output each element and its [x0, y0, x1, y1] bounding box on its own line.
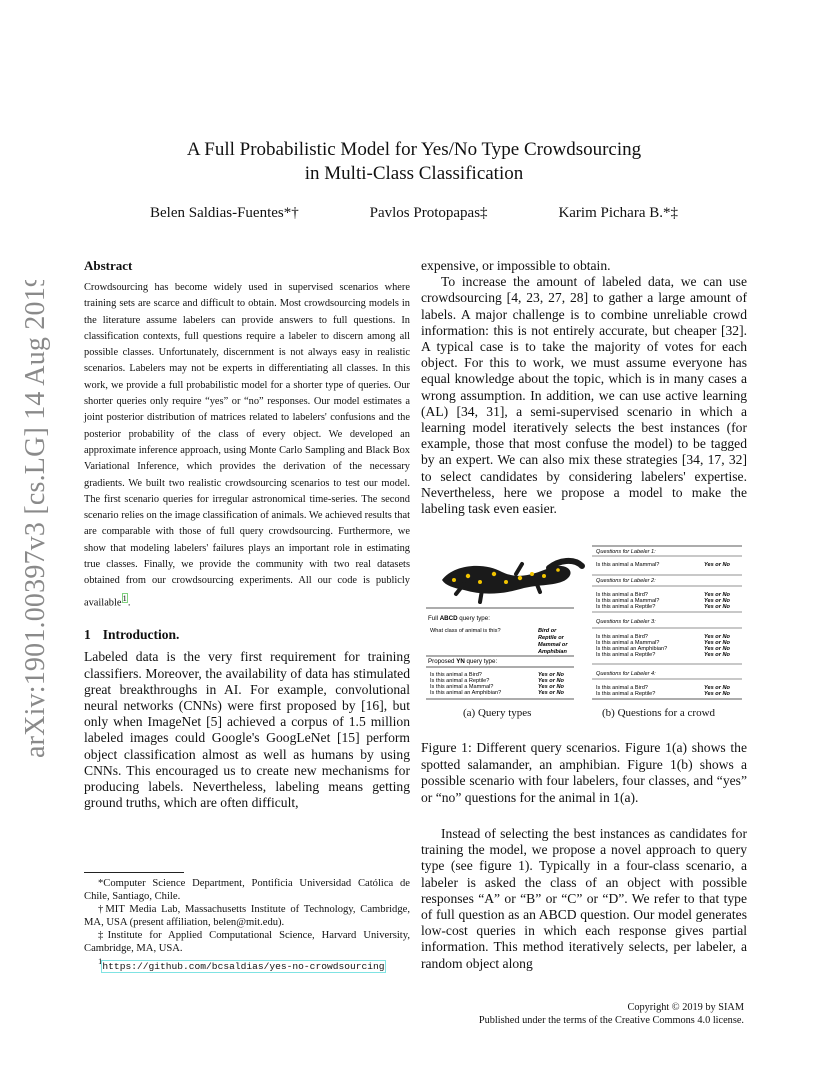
footnotes — [84, 872, 410, 973]
intro-paragraph-1-cont: expensive, or impossible to obtain. — [421, 258, 611, 273]
full-query-question: What class of animal is this? — [430, 628, 501, 634]
intro-paragraph-2: To increase the amount of labeled data, we can use crowdsourcing [4, 23, 27, 28] to gather a large amount of labels. A major challenge is to combine unreliable crowd information: this is not entirely accurate, but cheaper [32]. A typical case is to take the majority of votes for each object. For this to work, we must assume everyone has equal knowledge about the topic, which is in many cases a wrong assumption. In addition, we can use active learning (AL) [34, 31], a semi-supervised scenario in which a learning model iteratively selects the best instances (for example, those that most confuse the model) to be tagged by an expert. We can also mix these strategies [34, 17, 32] to select candidates by considering labelers' expertise. Nevertheless, here we propose a model to make the labeling task even easier. — [421, 274, 747, 517]
footnote-affil-1: *Computer Science Department, Pontificia Universidad Católica de Chile, Santiago, Chile. — [84, 878, 410, 902]
author-1: Belen Saldias-Fuentes*† — [150, 205, 299, 221]
intro-paragraph-1: Labeled data is the very first requirement for training classifiers. Moreover, the availability of data has stimulated great breakthroughs in AI. For example, convolutional neural networks (CNNs) were first proposed by [16], but only when ImageNet [5] achieved a corpus of 1.5 million labeled images could Google's GoogLeNet [15] perform object classification almost as well as humans by using CNNs. This encouraged us to create new mechanisms for producing labels. Nevertheless, labeling means getting ground truths, which are often difficult, — [84, 649, 410, 811]
yn-a-3: Yes or No — [538, 684, 564, 690]
l2-a2: Yes or No — [704, 598, 730, 604]
yn-query-label: Proposed YN query type: — [428, 658, 498, 665]
option-reptile: Reptile or — [538, 635, 564, 641]
l2-q3: Is this animal a Reptile? — [596, 604, 656, 610]
labeler-1-title: Questions for Labeler 1: — [596, 549, 656, 555]
section-number: 1 — [84, 627, 91, 643]
labeler-panels — [592, 546, 742, 699]
footnote-ref-1[interactable]: 1 — [122, 592, 127, 603]
l4-a2: Yes or No — [704, 691, 730, 697]
l3-q2: Is this animal a Mammal? — [596, 640, 660, 646]
code-link[interactable]: https://github.com/bcsaldias/yes-no-crowdsourcing — [102, 960, 385, 972]
yn-a-2: Yes or No — [538, 678, 564, 684]
yn-q-mammal: Is this animal a Mammal? — [430, 684, 494, 690]
option-bird: Bird or — [538, 628, 557, 634]
full-query-options — [537, 628, 568, 655]
abstract-text: Crowdsourcing has become widely used in supervised scenarios where training sets are scarce and difficult to obtain. Most crowdsourcing models in the literature assume labelers can provide answers to full questions. In classification contexts, full questions require a labeler to discern among all possible classes. Unfortunately, discernment is not always easy in realistic scenarios. Labelers may not be experts in differentiating all classes. In this work, we provide a full probabilistic model for a shorter type of queries. Our shorter queries only require “yes” or “no” responses. Our model estimates a joint posterior distribution of matrices related to labelers' confusions and the posterior probability of the class of every object. We developed an approximate inference approach, using Monte Carlo Sampling and Black Box Variational Inference, which provides the derivation of the necessary gradients. We built two realistic crowdsourcing scenarios to test our model. The first scenario queries for irregular astronomical time-series. The second scenario relies on the image classification of animals. We achieved results that are comparable with those of full query crowdsourcing. Furthermore, we show that modeling labelers' failures plays an important role in estimating true classes. Finally, we provide the community with two real datasets obtained from our crowdsourcing experiments. All our code is publicly available$^1$. — [84, 282, 410, 609]
copyright-notice — [479, 1002, 744, 1027]
figure-1 — [424, 544, 746, 709]
labeler-4-title: Questions for Labeler 4: — [596, 671, 656, 677]
l2-a1: Yes or No — [704, 592, 730, 598]
l3-a2: Yes or No — [704, 640, 730, 646]
yn-q-amphibian: Is this animal an Amphibian? — [430, 690, 502, 696]
abstract-body: Crowdsourcing has become widely used in supervised scenarios where training sets are scarce and difficult to obtain. Most crowdsourcing models in the literature assume labelers can provide answers to full questions. In classification contexts, full questions require a labeler to discern among all possible classes. Unfortunately, discernment is not always easy in realistic scenarios. Labelers may not be experts in differentiating all classes. In this work, we provide a full probabilistic model for a shorter type of queries. Our shorter queries only require “yes” or “no” responses. Our model estimates a joint posterior distribution of matrices related to labelers' confusions and the posterior probability of the class of every object. We developed an approximate inference approach, using Monte Carlo Sampling and Black Box Variational Inference, which provides the derivation of the necessary gradients. We built two realistic crowdsourcing scenarios to test our model. The first scenario queries for irregular astronomical time-series. The second scenario relies on the image classification of animals. We achieved results that are comparable with those of full query crowdsourcing. Furthermore, we show that modeling labelers' failures plays an important role in estimating true classes. Finally, we provide the community with two real datasets obtained from our crowdsourcing experiments. All our code is publicly available — [84, 282, 410, 609]
l2-q2: Is this animal a Mammal? — [596, 598, 660, 604]
intro-paragraph-3: Instead of selecting the best instances as candidates for training the model, we propose a novel approach to query type (see figure 1). Typically in a four-class scenario, a labeler is asked the class of an object with possible responses “A” or “B” or “C” or “D”. We refer to that type of full question as an ABCD question. Our model generates low-cost queries in which each response gives partial information. This method iteratively selects, per labeler, a random object along — [421, 826, 747, 971]
subcaption-a: (a) Query types — [463, 707, 532, 719]
l3-q3: Is this animal an Amphibian? — [596, 646, 668, 652]
salamander-image — [442, 561, 582, 602]
subcaption-b: (b) Questions for a crowd — [602, 707, 716, 719]
footnote-affil-2: †MIT Media Lab, Massachusetts Institute of Technology, Cambridge, MA, USA (present affiliation, belen@mit.edu). — [84, 904, 410, 928]
option-mammal: Mammal or — [538, 642, 568, 648]
left-column — [84, 258, 410, 811]
l3-a4: Yes or No — [704, 652, 730, 658]
l2-q1: Is this animal a Bird? — [596, 592, 648, 598]
labeler-3-title: Questions for Labeler 3: — [596, 619, 656, 625]
footnote-code — [84, 955, 410, 973]
title-line-2: in Multi-Class Classification — [304, 163, 524, 184]
yn-a-4: Yes or No — [538, 690, 564, 696]
option-amphibian: Amphibian — [538, 649, 567, 655]
l3-q1: Is this animal a Bird? — [596, 634, 648, 640]
labeler-2-title: Questions for Labeler 2: — [596, 578, 656, 584]
l4-q2: Is this animal a Reptile? — [596, 691, 656, 697]
yn-answers — [538, 672, 564, 696]
yn-q-reptile: Is this animal a Reptile? — [430, 678, 490, 684]
abstract-heading: Abstract — [84, 258, 133, 273]
title-line-1: A Full Probabilistic Model for Yes/No Type Crowdsourcing — [186, 139, 642, 160]
arxiv-id: arXiv:1901.00397v3 [cs.LG] 14 Aug 2019 — [20, 280, 51, 758]
footnote-code-mark: 1 — [98, 956, 103, 966]
l4-a1: Yes or No — [704, 685, 730, 691]
footnote-affil-3: ‡Institute for Applied Computational Science, Harvard University, Cambridge, MA, USA. — [84, 930, 410, 954]
copyright-line-1: Copyright © 2019 by SIAM — [627, 1002, 744, 1013]
copyright-line-2: Published under the terms of the Creative Commons 4.0 license. — [478, 1014, 744, 1026]
full-query-label: Full ABCD query type: — [428, 615, 490, 622]
yn-q-bird: Is this animal a Bird? — [430, 672, 482, 678]
section-title: Introduction. — [102, 627, 180, 643]
yn-a-1: Yes or No — [538, 672, 564, 678]
author-3: Karim Pichara B.*‡ — [558, 205, 678, 221]
l3-q4: Is this animal a Reptile? — [596, 652, 656, 658]
figure-caption: Figure 1: Different query scenarios. Figure 1(a) shows the spotted salamander, an amphibian. Figure 1(b) shows a possible scenario with four labelers, four classes, and “yes” or “no” questions for the animal in 1(a). — [421, 740, 747, 805]
l1-q1: Is this animal a Mammal? — [596, 562, 660, 568]
figure-1-graphic — [424, 544, 746, 704]
yn-questions — [430, 672, 501, 696]
author-2: Pavlos Protopapas‡ — [369, 205, 488, 221]
l1-a1: Yes or No — [704, 562, 730, 568]
author-list — [150, 205, 678, 222]
right-column-lower — [421, 826, 747, 972]
l4-q1: Is this animal a Bird? — [596, 685, 648, 691]
l3-a3: Yes or No — [704, 646, 730, 652]
footnote-rule — [84, 872, 184, 873]
right-column — [421, 258, 747, 517]
l3-a1: Yes or No — [704, 634, 730, 640]
paper-title — [100, 138, 728, 186]
l2-a3: Yes or No — [704, 604, 730, 610]
arxiv-stamp — [10, 280, 54, 760]
section-heading — [84, 627, 410, 643]
